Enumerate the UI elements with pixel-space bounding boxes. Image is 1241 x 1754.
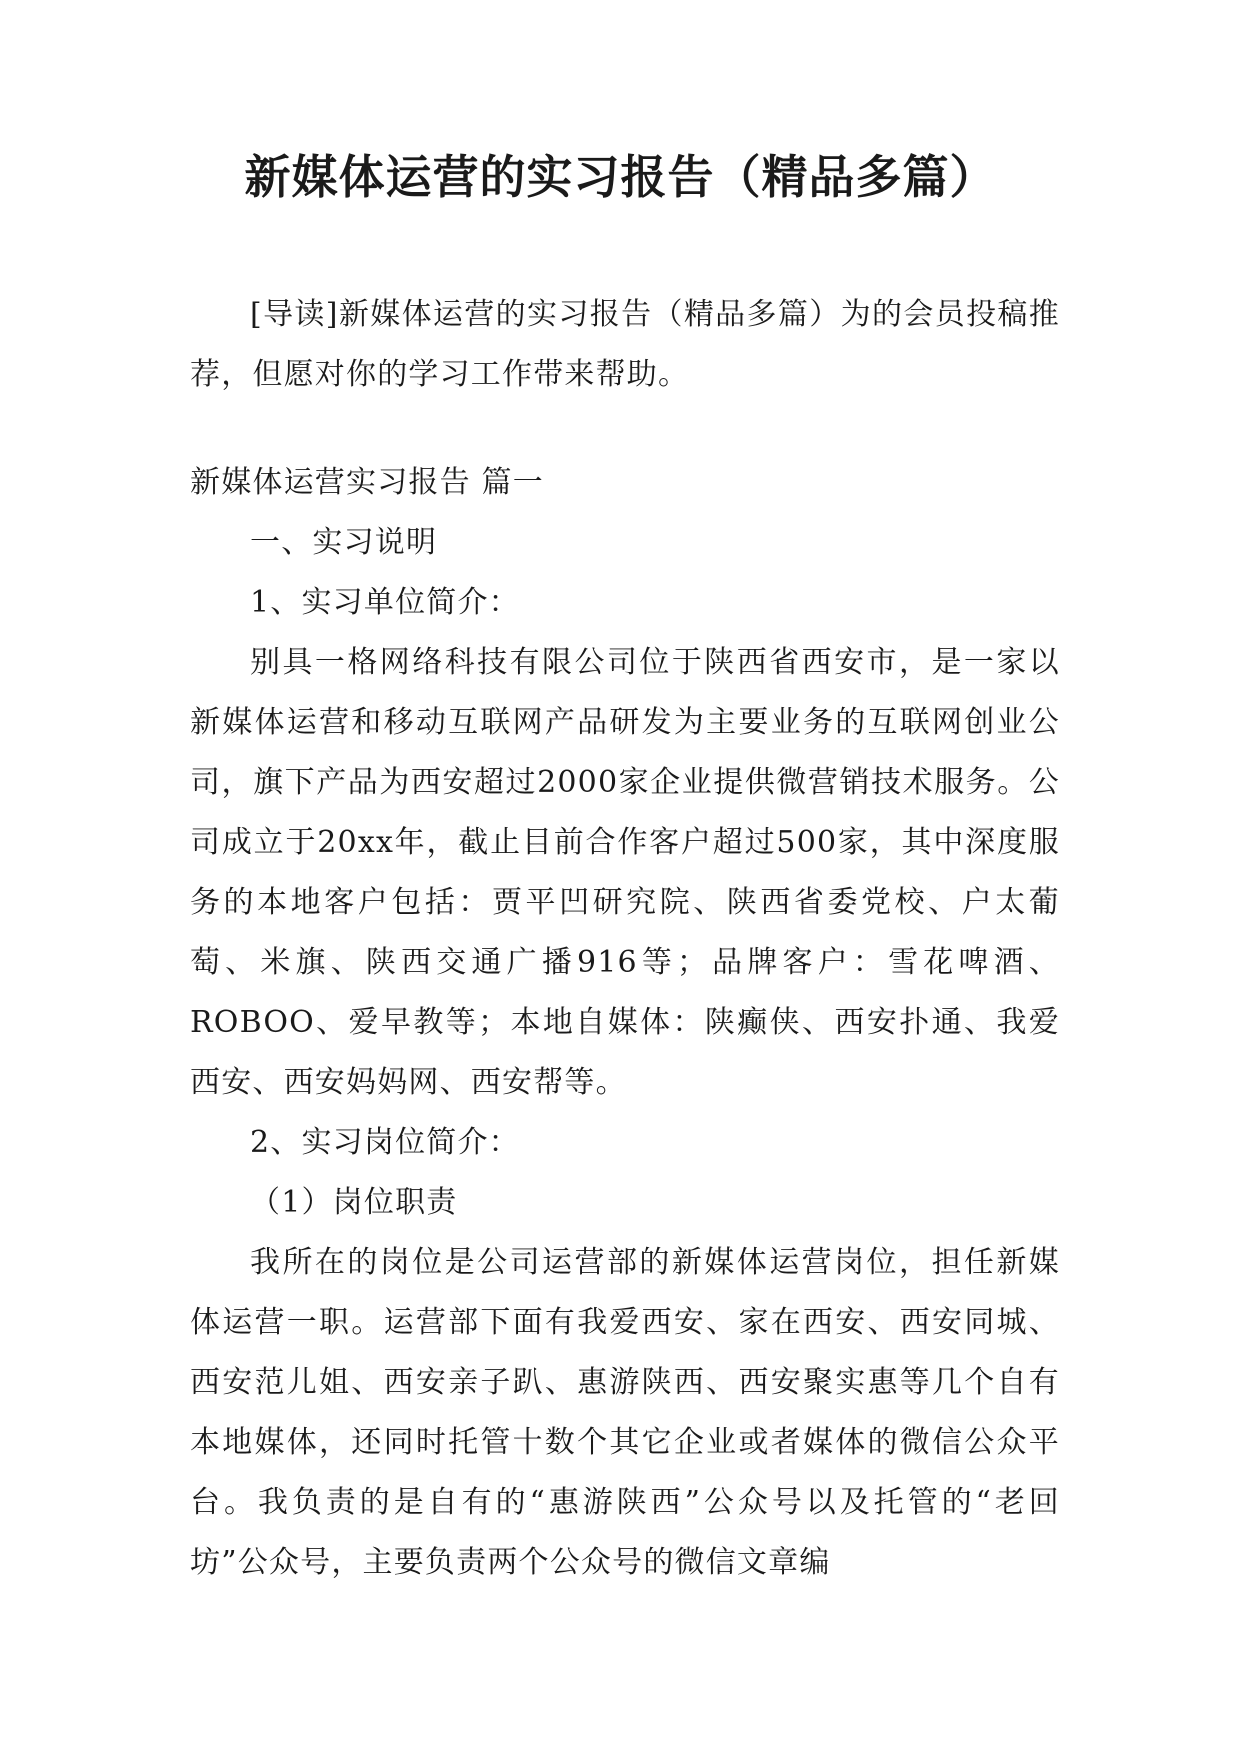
item1-paragraph: 别具一格网络科技有限公司位于陕西省西安市，是一家以新媒体运营和移动互联网产品研发为主要业务的互联网创业公司，旗下产品为西安超过2000家企业提供微营销技术服务。公司成立于20xx年，截止目前合作客户超过500家，其中深度服务的本地客户包括：贾平凹研究院、陕西省委党校、户太葡萄、米旗、陕西交通广播916等；品牌客户：雪花啤酒、ROBOO、爱早教等；本地自媒体：陕癫侠、西安扑通、我爱西安、西安妈妈网、西安帮等。 — [190, 645, 1060, 1100]
item2-heading: 2、实习岗位简介： — [250, 1125, 520, 1160]
part1-heading: 一、实习说明 — [250, 525, 438, 560]
sub1-heading: （1）岗位职责 — [250, 1185, 458, 1220]
sub1-paragraph: 我所在的岗位是公司运营部的新媒体运营岗位，担任新媒体运营一职。运营部下面有我爱西安、家在西安、西安同城、西安范儿姐、西安亲子趴、惠游陕西、西安聚实惠等几个自有本地媒体，还同时托管十数个其它企业或者媒体的微信公众平台。我负责的是自有的“惠游陕西”公众号以及托管的“老回坊”公众号，主要负责两个公众号的微信文章编 — [190, 1245, 1060, 1580]
section-heading: 新媒体运营实习报告 篇一 — [190, 465, 544, 500]
item1-heading: 1、实习单位简介： — [250, 585, 520, 620]
intro-paragraph: [导读]新媒体运营的实习报告（精品多篇）为的会员投稿推荐，但愿对你的学习工作带来帮助。 — [190, 297, 1060, 392]
document-title: 新媒体运营的实习报告（精品多篇） — [244, 150, 997, 204]
document-body — [190, 285, 1060, 1593]
